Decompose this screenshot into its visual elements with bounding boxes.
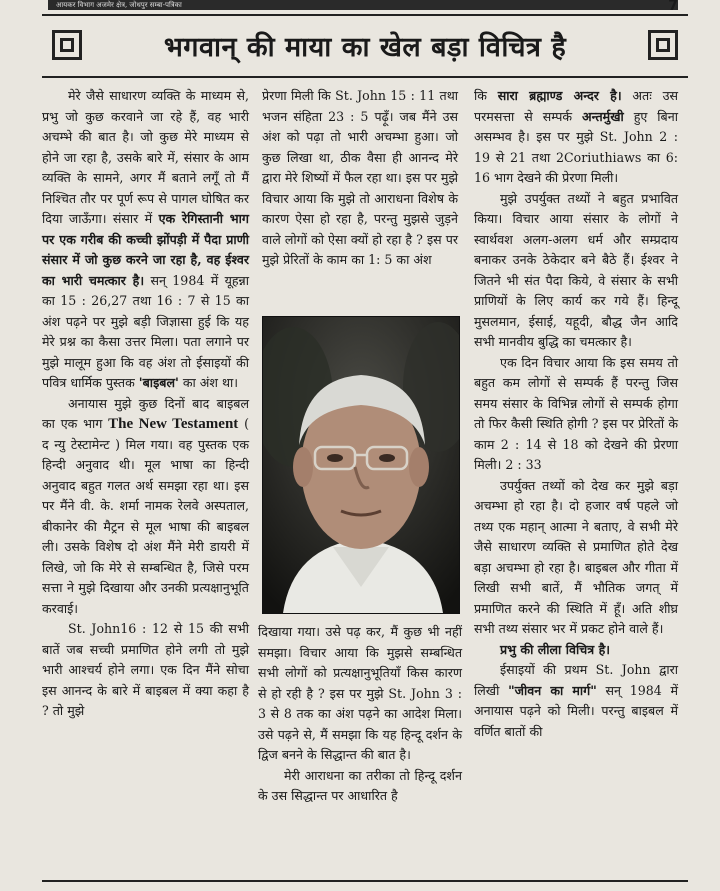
- bold-text: 'बाइबल': [138, 375, 179, 390]
- paragraph: मेरी आराधना का तरीका तो हिन्दू दर्शन के उस सिद्धान्त पर आधारित है: [258, 767, 462, 803]
- page-number: 7: [668, 0, 678, 14]
- paragraph: प्रभु की लीला विचित्र है।: [500, 641, 611, 657]
- square-ornament-icon: [648, 30, 678, 60]
- portrait-photo: [262, 316, 460, 614]
- bold-text: "जीवन का मार्ग": [508, 682, 597, 698]
- portrait-icon: [263, 317, 459, 613]
- paragraph: St. John16 : 12 से 15 की सभी बातें जब सच्ची प्रमाणित होने लगी तो मुझे भारी आश्चर्य होने लगा। एक दिन मैंने सोचा इस आनन्द के बारे में बाइबल में क्या कहा है ? तो मुझे: [42, 621, 249, 718]
- column-3: [474, 86, 678, 742]
- top-rule: [42, 14, 688, 16]
- text: मेरे जैसे साधारण व्यक्ति के माध्यम से, प्रभु जो कुछ करवाने जा रहे हैं, वह भारी अचम्भे की बात है। जो कुछ मेरे माध्यम से होने जा रहा है, उसके बारे में, संसार के आम व्यक्ति के सामने, अगर मैं बताने लगूँ तो मैं निश्चित तौर पर पूर्ण रूप से पागल घोषित कर दिया जाऊँगा। संसार में: [42, 88, 249, 226]
- bold-text: एक रेगिस्तानी भाग पर एक गरीब की कच्ची झोंपड़ी में पैदा प्राणी संसार में जो कुछ करने जा रहा है, वह ईश्वर का भारी चमत्कार है।: [42, 211, 249, 288]
- paragraph: [474, 86, 678, 189]
- paragraph: दिखाया गया। उसे पढ़ कर, मैं कुछ भी नहीं समझा। विचार आया कि मुझसे सम्बन्धित सभी लोगों को प्रत्यक्षानुभूतियाँ किस कारण से हो रही है ? इस पर मुझे St. John 3 : 3 से 8 तक का अंश पढ़ने का आदेश मिला। उसे पढ़ने से, मैं समझा कि यह हिन्दू दर्शन के द्विज बनने के सिद्धान्त की बात है।: [258, 624, 462, 762]
- bold-text: अन्तर्मुखी: [581, 108, 624, 124]
- text: अतः उस परमसत्ता से सम्पर्क: [474, 88, 678, 124]
- text: सन् 1984 में यूहन्ना का 15 : 26,27 तथा 16 : 7 से 15 का अंश पढ़ने पर मुझे बड़ी जिज्ञासा हुई कि यह मेरे प्रश्न का कैसा उत्तर मिला। पता लगाने पर मुझे मालूम हुआ कि वह अंश तो ईसाइयों की पवित्र धार्मिक पुस्तक: [42, 272, 249, 390]
- paragraph: एक दिन विचार आया कि इस समय तो बहुत कम लोगों से सम्पर्क हैं परन्तु जिस समय संसार के विभिन्न लोगों से सम्पर्क होगा तो फिर कैसी स्थिति होगी ? इस पर प्रेरितों के काम 2 : 14 से 18 को देखने की प्रेरणा मिली। 2 : 33: [474, 354, 678, 472]
- square-ornament-icon: [52, 30, 82, 60]
- text: ईसाइयों की प्रथम St. John द्वारा लिखी: [474, 662, 678, 698]
- text: सन् 1984 में अनायास पढ़ने को मिली। परन्तु बाइबल में वर्णित बातों की: [474, 682, 678, 739]
- column-2-top: [262, 86, 458, 271]
- text: अनायास मुझे कुछ दिनों बाद बाइबल का एक भाग: [42, 395, 249, 431]
- column-1: [42, 86, 249, 722]
- paragraph: [42, 86, 249, 394]
- paragraph: उपर्युक्त तथ्यों को देख कर मुझे बड़ा अचम्भा हो रहा है। दो हजार वर्ष पहले जो तथ्य एक महान् आत्मा ने बताए, वे सभी मेरे जैसे साधारण व्यक्ति से प्रमाणित होते देख बड़ा अचम्भा हो रहा है। बाइबल और गीता में लिखी सभी बातें, मैं भौतिक जगत् में प्रमाणित करने की स्थिति में हूँ। अति शीघ्र सभी तथ्य संसार भर में प्रकट होने वाले हैं।: [474, 477, 678, 636]
- bold-text: सारा ब्रह्माण्ड अन्दर है।: [497, 88, 622, 103]
- bottom-rule: [42, 880, 688, 882]
- paragraph: प्रेरणा मिली कि St. John 15 : 11 तथा भजन संहिता 23 : 5 पढ़ूँ। जब मैंने उस अंश को पढ़ा तो भारी अचम्भा हुआ। जो कुछ लिखा था, ठीक वैसा ही आनन्द मेरे द्वारा मेरे शिष्यों में फैल रहा था। इस पर मुझे विचार आया कि मुझे तो आराधना विशेष के कारण ऐसा हो रहा है, परन्तु मुझसे जुड़ने वाले लोगों को ऐसा क्यों हो रहा है ? इस पर मुझे प्रेरितों के काम का 1: 5 का अंश: [262, 88, 458, 267]
- title-banner: [42, 18, 688, 72]
- text: ( द न्यु टेस्टामेन्ट ) मिल गया। वह पुस्तक एक हिन्दी अनुवाद थी। मूल भाषा का हिन्दी अनुवाद बहुत गलत अर्थ समझा रहा था। इस पर मैंने वी. के. शर्मा नामक रेलवे अस्पताल, बीकानेर की मैट्रन से मूल भाषा की बाइबल ली। उसके विशेष दो अंश मैंने मेरी डायरी में लिखे, जो कि मेरे से सम्बन्धित है, जिसे परम सत्ता ने मुझे दिखाया और उनकी प्रत्यक्षानुभूति करवाई।: [42, 416, 249, 616]
- article-title: भगवान् की माया का खेल बड़ा विचित्र है: [163, 31, 567, 63]
- paragraph: मुझे उपर्युक्त तथ्यों ने बहुत प्रभावित किया। विचार आया संसार के लोगों ने स्वार्थवश अलग-अलग धर्म और सम्प्रदाय बनाकर उनके ठेकेदार बने बैठे हैं। ईश्वर ने जितने भी संत पैदा किये, वे संसार के सभी प्राणियों के लिए कार्य कर गये हैं। हिन्दू मुसलमान, ईसाई, यहूदी, बौद्ध जैन आदि सभी मानवीय बुद्धि का चमत्कार है।: [474, 190, 678, 349]
- text: हुए बिना असम्भव है। इस पर मुझे St. John 2 : 19 से 21 तथा 2Coriuthiaws का 6: 16 भाग देखने की प्रेरणा मिली।: [474, 108, 678, 185]
- title-rule: [42, 76, 688, 78]
- header-strip: आयकर विभाग अजमेर क्षेत्र, जोधपुर सम्बा-पत्रिका: [48, 0, 678, 10]
- bold-text: The New Testament: [108, 416, 239, 432]
- paragraph: [42, 394, 249, 620]
- column-2-bottom: [258, 622, 462, 807]
- paragraph: [474, 660, 678, 742]
- text: का अंश था।: [178, 375, 239, 390]
- text: कि: [474, 88, 498, 103]
